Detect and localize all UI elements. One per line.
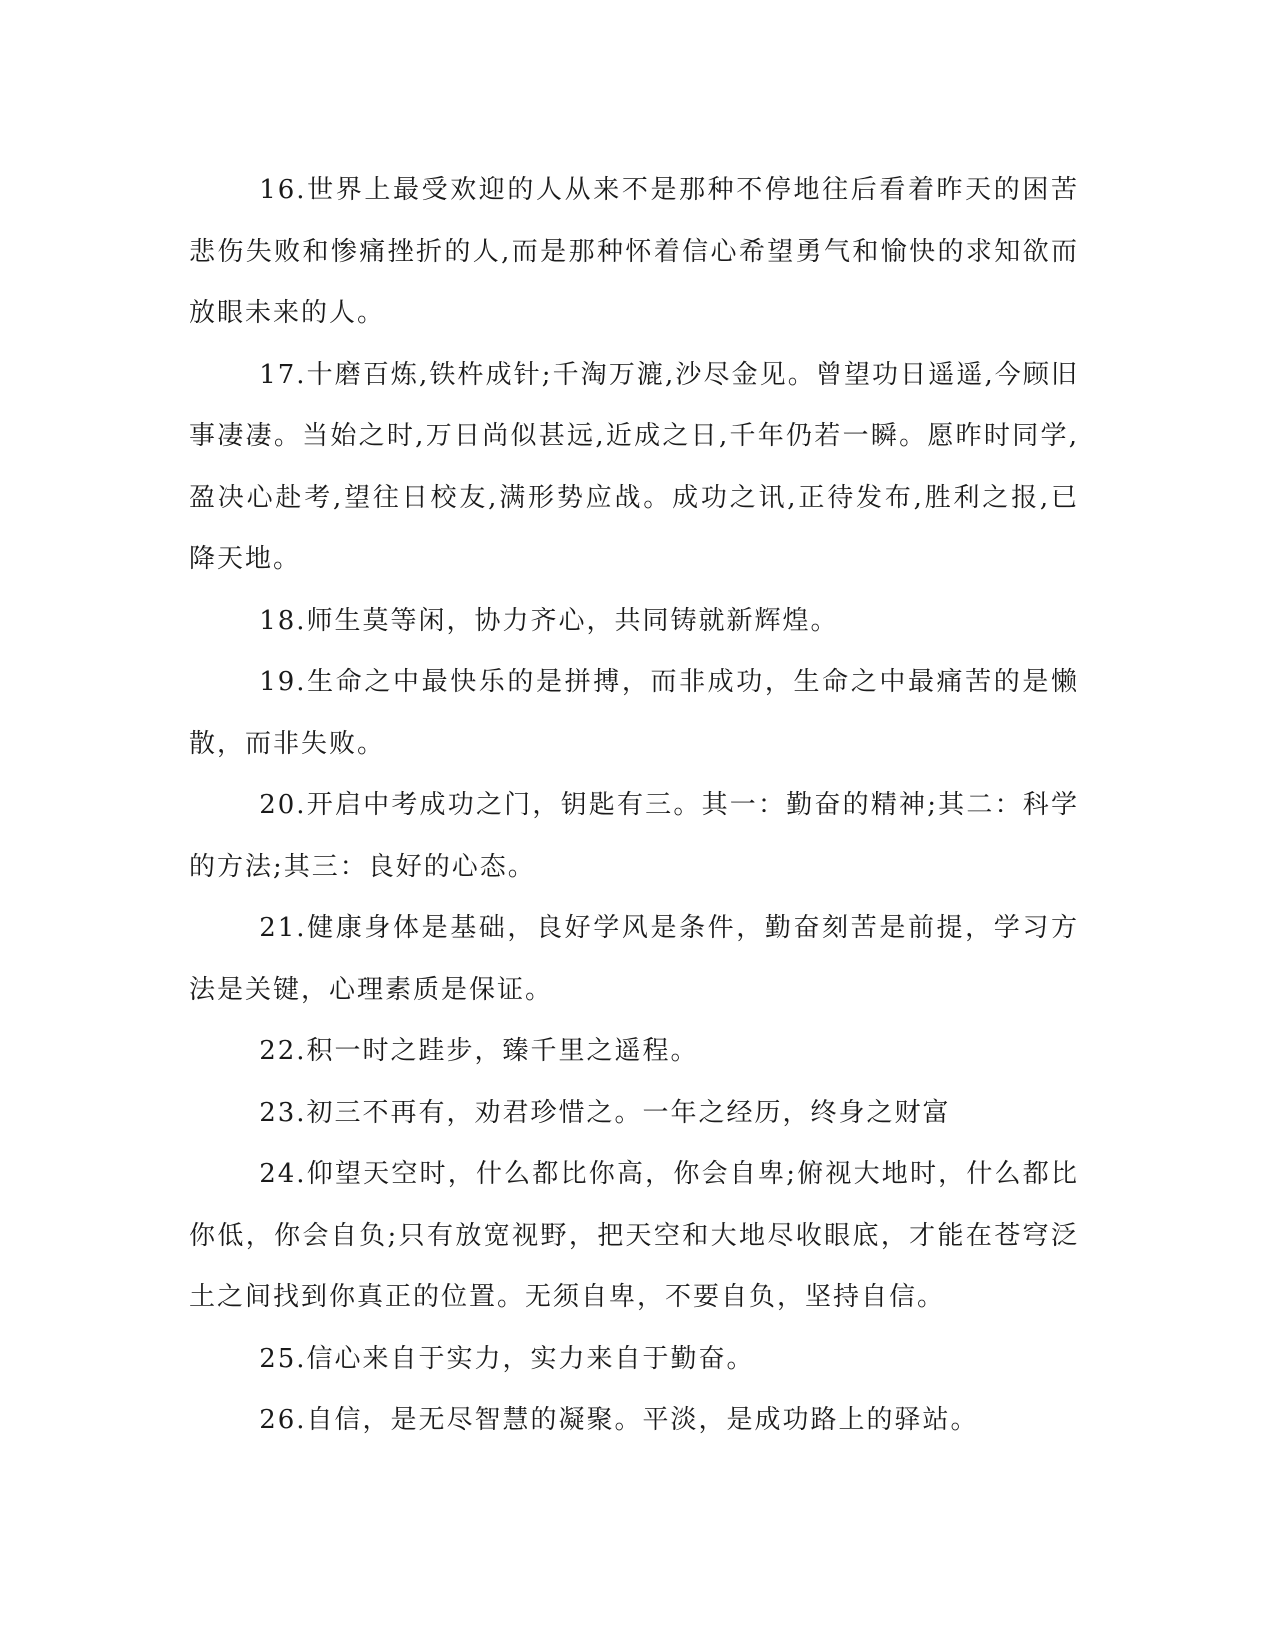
- paragraph-23: 23.初三不再有，劝君珍惜之。一年之经历，终身之财富: [259, 1097, 951, 1128]
- paragraph-26: 26.自信，是无尽智慧的凝聚。平淡，是成功路上的驿站。: [259, 1405, 979, 1435]
- paragraph-21: 21.健康身体是基础，良好学风是条件，勤奋刻苦是前提，学习方法是关键，心理素质是保证。: [189, 913, 1079, 1005]
- paragraph-18: 18.师生莫等闲，协力齐心，共同铸就新辉煌。: [259, 605, 839, 636]
- paragraph-17: 17.十磨百炼,铁杵成针;千淘万漉,沙尽金见。曾望功日遥遥,今顾旧事凄凄。当始之时,万日尚似甚远,近成之日,千年仍若一瞬。愿昨时同学,盈决心赴考,望往日校友,满形势应战。成功之讯,正待发布,胜利之报,已降天地。: [189, 359, 1079, 574]
- paragraph-19: 19.生命之中最快乐的是拼搏，而非成功，生命之中最痛苦的是懒散，而非失败。: [189, 667, 1079, 759]
- paragraph-24: 24.仰望天空时，什么都比你高，你会自卑;俯视大地时，什么都比你低，你会自负;只有放宽视野，把天空和大地尽收眼底，才能在苍穹泛土之间找到你真正的位置。无须自卑，不要自负，坚持自信。: [189, 1159, 1079, 1312]
- paragraph-16: 16.世界上最受欢迎的人从来不是那种不停地往后看着昨天的困苦悲伤失败和惨痛挫折的人,而是那种怀着信心希望勇气和愉快的求知欲而放眼未来的人。: [189, 175, 1079, 328]
- document-body: [189, 160, 1079, 1452]
- paragraph-22: 22.积一时之跬步，臻千里之遥程。: [259, 1036, 699, 1066]
- paragraph-25: 25.信心来自于实力，实力来自于勤奋。: [259, 1343, 755, 1374]
- paragraph-20: 20.开启中考成功之门，钥匙有三。其一：勤奋的精神;其二：科学的方法;其三：良好的心态。: [189, 790, 1079, 882]
